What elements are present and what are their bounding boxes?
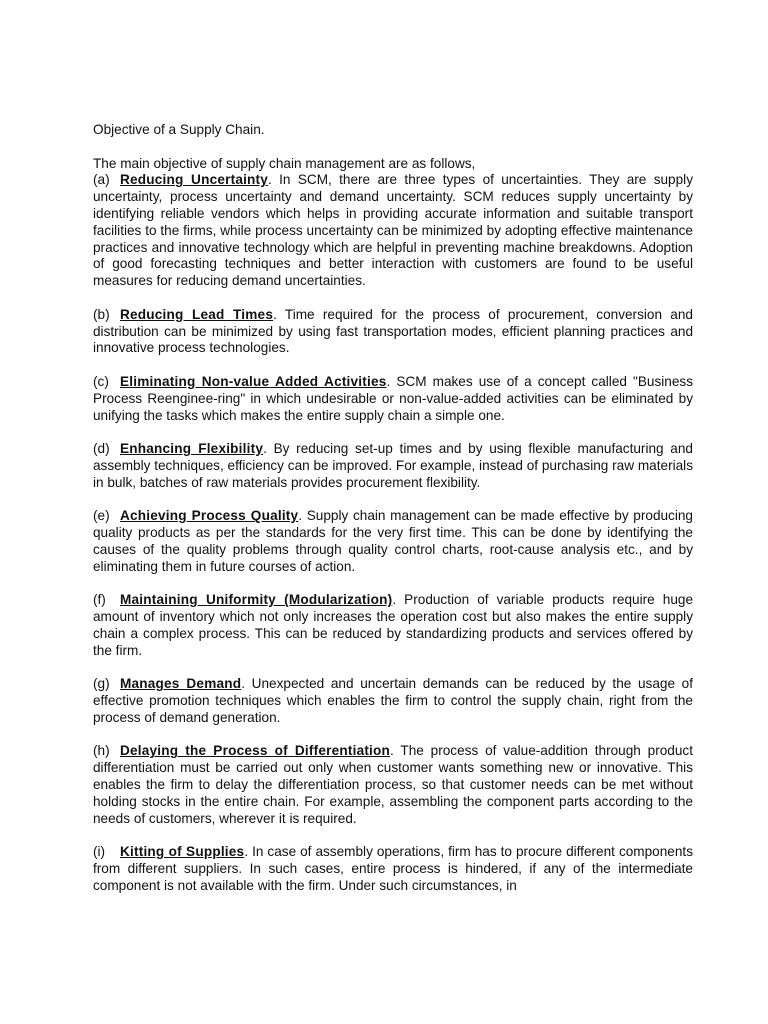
item-heading: Achieving Process Quality [120, 508, 299, 524]
item-marker: (f) [93, 592, 106, 608]
item-heading: Maintaining Uniformity (Modularization) [120, 592, 393, 608]
item-heading: Reducing Uncertainty [120, 172, 269, 188]
item-body: . Supply chain management can be made effective by producing quality products as per the standards for the very first time. This can be done by identifying the causes of the quality problems through quality control charts, root-cause analysis etc., and by eliminating them in future courses of action. [93, 508, 693, 574]
document-page [93, 122, 693, 895]
item-body: . By reducing set-up times and by using flexible manufacturing and assembly techniques, efficiency can be improved. For example, instead of purchasing raw materials in bulk, batches of raw materials provides procurement flexibility. [93, 441, 693, 490]
item-marker: (h) [93, 743, 110, 759]
objective-item-g [93, 676, 693, 726]
document-title: Objective of a Supply Chain. [93, 122, 265, 137]
item-marker: (e) [93, 508, 110, 524]
item-marker: (a) [93, 172, 110, 188]
item-body: . In case of assembly operations, firm has to procure different components from different suppliers. In such cases, entire process is hindered, if any of the intermediate component is not available with the firm. Under such circumstances, in [93, 844, 693, 893]
item-body: . Time required for the process of procurement, conversion and distribution can be minimized by using fast transportation modes, efficient planning practices and innovative process technologies. [93, 306, 693, 356]
objective-item-b [93, 307, 693, 357]
intro-paragraph: The main objective of supply chain management are as follows, [93, 155, 476, 171]
item-heading: Kitting of Supplies [120, 844, 245, 860]
objective-item-i [93, 844, 693, 894]
objective-item-h [93, 743, 693, 827]
objective-item-f [93, 592, 693, 659]
objective-item-e [93, 508, 693, 575]
item-heading: Delaying the Process of Differentiation [120, 743, 391, 759]
item-marker: (d) [93, 441, 110, 457]
objective-item-d [93, 441, 693, 491]
item-body: . In SCM, there are three types of uncertainties. They are supply uncertainty, process uncertainty and demand uncertainty. SCM reduces supply uncertainty by identifying reliable vendors which helps in providing accurate information and suitable transport facilities to the firms, while process uncertainty can be minimized by adopting effective maintenance practices and innovative technology which are helpful in preventing machine breakdowns. Adoption of good forecasting techniques and better interaction with customers are found to be useful measures for reducing demand uncertainties. [93, 172, 693, 289]
item-body: . Production of variable products require huge amount of inventory which not only increases the operation cost but also makes the entire supply chain a complex process. This can be reduced by standardizing products and services offered by the firm. [93, 592, 693, 658]
item-marker: (c) [93, 373, 109, 389]
item-body: . Unexpected and uncertain demands can be reduced by the usage of effective promotion techniques which enables the firm to control the supply chain, right from the process of demand generation. [93, 676, 693, 725]
objective-item-a [93, 172, 693, 290]
item-marker: (b) [93, 306, 110, 322]
item-marker: (g) [93, 676, 110, 692]
item-heading: Eliminating Non-value Added Activities [120, 373, 387, 389]
item-body: . The process of value-addition through product differentiation must be carried out only when customer wants something new or innovative. This enables the firm to delay the differentiation process, so that customer needs can be met without holding stocks in the entire chain. For example, assembling the component parts according to the needs of customers, wherever it is required. [93, 743, 694, 826]
item-heading: Manages Demand [120, 676, 242, 692]
item-marker: (i) [93, 844, 106, 860]
objective-item-c [93, 374, 693, 424]
item-body: . SCM makes use of a concept called "Business Process Reenginee-ring" in which undesirable or non-value-added activities can be eliminated by unifying the tasks which makes the entire supply chain a simple one. [93, 373, 693, 423]
item-heading: Enhancing Flexibility [120, 441, 264, 457]
item-heading: Reducing Lead Times [120, 306, 274, 322]
